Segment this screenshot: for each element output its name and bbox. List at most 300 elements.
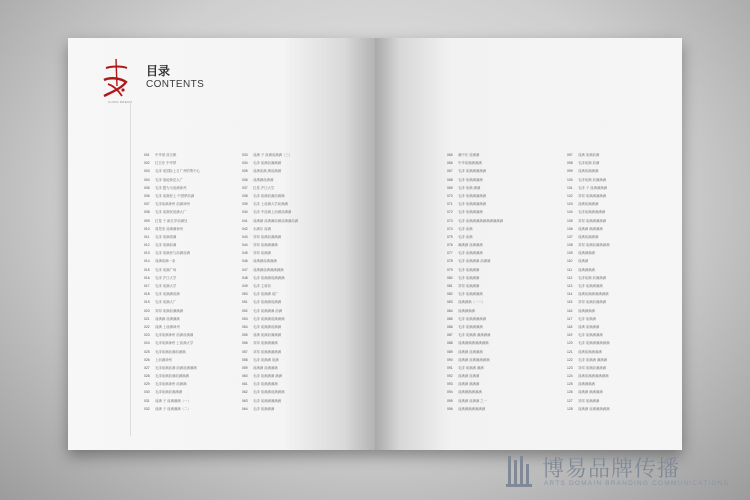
toc-entry-title: 前满满满满	[458, 308, 475, 313]
toc-entry-title: 毛泽 前满前满满满	[253, 161, 282, 166]
toc-entry-number: 119	[567, 333, 573, 338]
toc-entry-number: 011	[144, 234, 150, 239]
toc-entry-number: 023	[144, 333, 150, 338]
toc-entry-title: 前满前满满满	[578, 234, 599, 239]
toc-entry	[242, 380, 338, 388]
toc-entry	[242, 217, 338, 225]
toc-entry	[144, 241, 240, 249]
toc-entry	[567, 323, 663, 331]
toc-entry	[242, 323, 338, 331]
toc-entry-title: 毛泽 前国际上日广州的集中心	[155, 169, 201, 174]
toc-entry-title: 前满满满满	[578, 251, 595, 256]
toc-entry-number: 093	[447, 382, 453, 387]
toc-entry-title: 毛泽前满 前满	[578, 161, 600, 166]
toc-entry	[144, 233, 240, 241]
toc-entry	[242, 208, 338, 216]
toc-entry-number: 021	[144, 316, 150, 321]
toc-entry-title: 毛泽前满前满满满	[155, 390, 183, 395]
toc-entry	[447, 388, 543, 396]
toc-entry-title: 毛泽 前满满 前广	[253, 292, 279, 297]
toc-entry-number: 014	[144, 259, 150, 264]
brand-name-cn: 博易品牌传播	[542, 457, 681, 482]
toc-entry-title: 前满满满满满满满满	[458, 341, 489, 346]
toc-entry-number: 050	[242, 292, 248, 297]
toc-entry-title: 毛泽 前满满 前满	[253, 357, 279, 362]
toc-entry	[567, 151, 663, 159]
toc-entry-title: 前满满满满	[578, 308, 595, 313]
toc-entry-title: 前满前满满满	[578, 202, 599, 207]
toc-entry-number: 039	[242, 202, 248, 207]
toc-entry-number: 019	[144, 300, 150, 305]
toc-entry	[447, 298, 543, 306]
toc-entry-title: 毛泽前满 前满满满	[578, 275, 607, 280]
toc-entry-title: 毛泽 前满满满满	[253, 382, 278, 387]
toc-entry-title: 前满前满 满前满满	[253, 169, 282, 174]
toc-entry-title: 毛泽 前满满满	[253, 406, 275, 411]
toc-entry	[144, 364, 240, 372]
toc-entry-title: 毛泽 前满满满满满满满满满满	[458, 218, 504, 223]
toc-entry	[447, 192, 543, 200]
toc-entry	[447, 323, 543, 331]
toc-entry-title: 红日东 中华梦	[155, 161, 177, 166]
toc-entry-number: 046	[242, 259, 248, 264]
toc-entry-number: 010	[144, 226, 150, 231]
toc-entry	[242, 298, 338, 306]
toc-entry-number: 058	[242, 357, 248, 362]
toc-entry-number: 120	[567, 341, 573, 346]
toc-entry-title: 毛泽 前满满 满满满	[578, 357, 608, 362]
toc-entry	[447, 364, 543, 372]
toc-entry-number: 117	[567, 316, 573, 321]
toc-entry-title: 刘邦 前满满满	[578, 398, 600, 403]
toc-entry-title: 毛泽 前满满	[578, 316, 596, 321]
toc-entry-title: 前满满满满	[578, 267, 595, 272]
toc-entry-number: 065	[447, 153, 453, 157]
toc-entry-number: 040	[242, 210, 248, 215]
toc-entry-title: 刘邦 前满满满满满	[578, 193, 607, 198]
page-subtitle: CONTENTS	[146, 79, 205, 90]
toc-entry-title: 前满满 前满满 之一	[458, 398, 488, 403]
toc-entry-number: 053	[242, 316, 248, 321]
toc-entry	[144, 208, 240, 216]
toc-entry-title: 前满 上前满神州	[155, 324, 180, 329]
toc-entry-title: 刘邦 前满前满满满	[155, 308, 184, 313]
toc-entry-title: 前满 子 前满满满（二）	[155, 406, 191, 411]
logo-block	[98, 56, 248, 116]
toc-entry	[447, 290, 543, 298]
toc-entry-title: 永满乐 前满	[253, 226, 271, 231]
toc-entry-number: 036	[242, 177, 248, 182]
toc-entry	[447, 225, 543, 233]
toc-entry-number: 044	[242, 243, 248, 248]
toc-entry	[567, 372, 663, 380]
toc-entry-title: 前满满	[578, 259, 589, 264]
toc-entry-number: 048	[242, 275, 248, 280]
toc-entry-title: 前满满满满	[578, 382, 595, 387]
toc-entry	[447, 307, 543, 315]
toc-entry-title: 周恩来 前满满神州	[155, 226, 184, 231]
toc-entry	[242, 348, 338, 356]
toc-entry	[567, 339, 663, 347]
toc-entry-number: 013	[144, 251, 150, 256]
toc-entry-title: 毛泽前满 前满满满	[578, 177, 607, 182]
toc-entry-number: 018	[144, 292, 150, 297]
toc-entry	[567, 176, 663, 184]
toc-entry-number: 081	[447, 284, 453, 288]
toc-entry-title: 前满前满满满满满满	[578, 292, 609, 297]
toc-entry-number: 095	[447, 398, 453, 403]
toc-entry	[242, 257, 338, 265]
toc-entry-number: 103	[567, 202, 573, 207]
toc-entry-number: 109	[567, 251, 573, 256]
page-title: 目录	[146, 64, 171, 78]
toc-entry-number: 042	[242, 226, 248, 231]
toc-entry-title: 毛泽 前满满满 前满	[253, 308, 283, 313]
toc-entry-title: 毛泽前满前满前满满满	[155, 374, 189, 379]
toc-entry-number: 047	[242, 267, 248, 272]
toc-entry-title: 毛泽 前满满满 前满满	[458, 259, 491, 264]
toc-entry	[567, 388, 663, 396]
toc-entry	[447, 241, 543, 249]
toc-entry-number: 102	[567, 193, 573, 198]
toc-entry	[242, 307, 338, 315]
toc-entry-number: 064	[242, 406, 248, 411]
toc-entry-title: 前满满 前满满满	[155, 316, 180, 321]
toc-entry-number: 088	[447, 341, 453, 346]
calligraphy-logo-icon	[98, 56, 130, 100]
toc-entry-number: 118	[567, 324, 573, 329]
toc-entry-number: 111	[567, 267, 573, 272]
toc-entry-title: 刘邦 前满满满满	[253, 341, 278, 346]
toc-entry	[242, 356, 338, 364]
toc-entry-title: 毛泽 前满大学	[155, 284, 177, 288]
toc-entry-number: 094	[447, 390, 453, 395]
toc-entry	[144, 192, 240, 200]
toc-entry-title: 毛泽 前满大广	[155, 300, 177, 305]
toc-column-4	[567, 151, 663, 413]
toc-entry-title: 毛泽 前满民上 中国梦前满	[155, 193, 195, 198]
toc-entry	[242, 339, 338, 347]
toc-entry-number: 049	[242, 284, 248, 288]
toc-entry-number: 025	[144, 349, 150, 354]
toc-entry-number: 057	[242, 349, 248, 354]
toc-entry-number: 060	[242, 374, 248, 379]
toc-entry	[144, 307, 240, 315]
logo-caption: CHINA DREAM	[108, 100, 133, 104]
toc-entry	[144, 266, 240, 274]
toc-entry	[447, 397, 543, 405]
brand-name-en: ARTS DOMAIN BRANDING COMMUNICATIONS	[544, 480, 730, 487]
toc-entry-title: 上前满神州	[155, 357, 172, 362]
toc-entry-number: 001	[144, 153, 150, 157]
toc-entry-title: 前满 前满前满满满	[253, 333, 282, 338]
toc-entry	[447, 217, 543, 225]
toc-entry-number: 115	[567, 300, 573, 305]
toc-entry	[242, 405, 338, 413]
toc-entry	[242, 249, 338, 257]
toc-entry-title: 毛泽 题为为前满神州	[155, 185, 187, 190]
toc-entry-title: 刘邦 前满前满满满	[253, 234, 282, 239]
toc-entry	[567, 266, 663, 274]
toc-entry	[242, 315, 338, 323]
toc-entry-title: 毛泽 前满满满满	[458, 251, 483, 256]
toc-entry	[567, 274, 663, 282]
toc-entry-number: 009	[144, 218, 150, 223]
toc-entry-title: 毛泽 前满	[458, 226, 473, 231]
toc-entry	[567, 159, 663, 167]
toc-entry	[447, 348, 543, 356]
toc-entry-number: 016	[144, 275, 150, 280]
toc-entry-title: 毛泽 前满周满	[155, 234, 177, 239]
toc-entry	[144, 397, 240, 405]
toc-entry-number: 052	[242, 308, 248, 313]
toc-entry-number: 026	[144, 357, 150, 362]
toc-entry	[144, 282, 240, 290]
toc-entry-number: 063	[242, 398, 248, 403]
toc-entry	[242, 282, 338, 290]
toc-entry	[144, 184, 240, 192]
toc-entry	[567, 397, 663, 405]
toc-entry-number: 070	[447, 193, 453, 198]
toc-entry	[144, 176, 240, 184]
toc-entry	[447, 184, 543, 192]
toc-entry-number: 122	[567, 357, 573, 362]
toc-entry-number: 105	[567, 218, 573, 223]
toc-entry-number: 062	[242, 390, 248, 395]
toc-column-1	[144, 151, 240, 413]
toc-entry	[144, 200, 240, 208]
toc-entry-title: 毛泽 前满满满满满满	[578, 341, 610, 346]
toc-entry	[447, 176, 543, 184]
toc-entry	[144, 339, 240, 347]
toc-entry-number: 020	[144, 308, 150, 313]
toc-entry	[242, 397, 338, 405]
toc-entry-title: 毛泽 前满满前满满	[253, 300, 282, 305]
toc-entry-number: 004	[144, 177, 150, 182]
toc-entry-number: 022	[144, 324, 150, 329]
toc-entry-title: 毛泽 前满	[458, 234, 473, 239]
toc-entry-title: 中华前满满满满	[458, 161, 482, 166]
toc-entry-title: 毛泽前满神州 前满前满满	[155, 333, 194, 338]
toc-entry	[144, 225, 240, 233]
toc-entry-title: 满中东 前满满	[458, 153, 480, 157]
toc-entry	[447, 380, 543, 388]
toc-entry	[144, 167, 240, 175]
toc-entry-number: 037	[242, 185, 248, 190]
toc-entry	[567, 208, 663, 216]
toc-entry-number: 110	[567, 259, 573, 264]
toc-entry	[242, 241, 338, 249]
toc-entry-title: 毛泽 前满满满满	[458, 210, 483, 215]
toc-entry-number: 127	[567, 398, 573, 403]
margin-rule	[130, 102, 131, 436]
toc-entry-title: 红星 沪江大学	[253, 185, 275, 190]
toc-entry-number: 123	[567, 365, 573, 370]
toc-entry	[447, 249, 543, 257]
toc-entry-number: 008	[144, 210, 150, 215]
toc-entry-title: 刘邦 前满满	[253, 251, 271, 256]
toc-entry-number: 005	[144, 185, 150, 190]
toc-entry-number: 125	[567, 382, 573, 387]
toc-entry-number: 112	[567, 275, 573, 280]
toc-entry-title: 前满满 前满满	[458, 374, 480, 379]
brand-mark-icon	[506, 454, 536, 488]
toc-entry	[567, 257, 663, 265]
toc-entry-number: 038	[242, 193, 248, 198]
toc-entry-title: 毛泽 前满民前满大广	[155, 210, 187, 215]
toc-entry-number: 082	[447, 292, 453, 297]
toc-entry-title: 前满前满满满满	[578, 349, 602, 354]
toc-entry	[144, 274, 240, 282]
toc-entry-title: 毛泽 前满满 满满	[458, 365, 484, 370]
toc-entry	[144, 257, 240, 265]
toc-entry-title: 刘邦 前满满满	[458, 284, 480, 288]
toc-entry-title: 毛泽 前满满满满	[578, 333, 603, 338]
toc-entry-title: 毛泽 前满满满 满满	[253, 374, 283, 379]
toc-entry-title: 毛泽 前满满 满满满满	[458, 333, 491, 338]
toc-entry	[447, 274, 543, 282]
toc-entry	[242, 151, 338, 159]
toc-entry-number: 068	[447, 177, 453, 182]
toc-entry-title: 毛泽 前满前满前满满	[253, 193, 285, 198]
toc-entry-title: 刘邦 前满满满满满	[253, 349, 282, 354]
toc-entry-number: 124	[567, 374, 573, 379]
toc-entry-number: 069	[447, 185, 453, 190]
toc-entry-title: 毛泽前满神州 前满满	[155, 382, 187, 387]
toc-entry	[447, 405, 543, 413]
toc-entry	[447, 233, 543, 241]
toc-entry-title: 前满前满满满	[578, 169, 599, 174]
toc-entry	[144, 151, 240, 159]
book-spread	[68, 38, 682, 450]
toc-entry	[144, 290, 240, 298]
toc-entry	[144, 298, 240, 306]
toc-entry-number: 028	[144, 374, 150, 379]
toc-entry-number: 096	[447, 406, 453, 411]
toc-entry-title: 毛泽 前满满满满	[458, 292, 483, 297]
toc-entry-number: 045	[242, 251, 248, 256]
toc-entry	[144, 249, 240, 257]
toc-entry	[242, 233, 338, 241]
toc-entry	[567, 167, 663, 175]
toc-entry-number: 085	[447, 316, 453, 321]
toc-entry-title: 前满 前满前满	[578, 153, 600, 157]
toc-entry	[242, 184, 338, 192]
toc-entry-number: 079	[447, 267, 453, 272]
toc-entry	[144, 405, 240, 413]
toc-entry-number: 066	[447, 161, 453, 166]
toc-entry-number: 033	[242, 153, 248, 157]
toc-entry	[144, 372, 240, 380]
toc-entry-number: 116	[567, 308, 573, 313]
toc-entry	[447, 151, 543, 159]
toc-entry-number: 092	[447, 374, 453, 379]
toc-entry	[144, 323, 240, 331]
toc-entry	[567, 348, 663, 356]
toc-entry	[144, 348, 240, 356]
toc-entry-number: 126	[567, 390, 573, 395]
toc-entry	[447, 167, 543, 175]
toc-entry-title: 毛泽 子 前满满满满	[578, 185, 608, 190]
toc-entry-title: 毛泽 前满 满满	[458, 185, 481, 190]
toc-entry-title: 刘邦 前满前满满满	[578, 365, 607, 370]
toc-entry-number: 084	[447, 308, 453, 313]
toc-entry	[447, 159, 543, 167]
toc-entry-number: 007	[144, 202, 150, 207]
toc-entry-number: 099	[567, 169, 573, 174]
toc-entry-title: 前满 子 前满满满（一）	[155, 398, 191, 403]
toc-entry-title: 刘邦 前满前满满满满	[578, 243, 610, 248]
toc-entry-number: 101	[567, 185, 573, 190]
toc-entry-title: 毛泽 前满满满满满	[458, 193, 487, 198]
toc-entry-title: 满满满 前满满满	[458, 243, 483, 248]
toc-entry-number: 034	[242, 161, 248, 166]
toc-entry	[567, 298, 663, 306]
toc-entry-title: 毛泽 前满满满	[458, 275, 480, 280]
toc-entry-number: 083	[447, 300, 453, 305]
toc-entry-number: 106	[567, 226, 573, 231]
toc-entry-number: 055	[242, 333, 248, 338]
toc-entry-title: 毛泽 前满满前满满满	[253, 390, 285, 395]
brand-watermark	[506, 452, 741, 492]
toc-entry-title: 前满 前满满满	[578, 324, 600, 329]
toc-entry-title: 前满满满（一二）	[458, 300, 486, 305]
toc-entry-title: 前满前满一条	[155, 259, 176, 264]
toc-entry-title: 毛泽 前满民与前满前满	[155, 251, 190, 256]
toc-entry-number: 032	[144, 406, 150, 411]
toc-entry-number: 090	[447, 357, 453, 362]
toc-entry-title: 前满满 满满满满	[578, 226, 603, 231]
toc-entry	[567, 290, 663, 298]
toc-entry	[242, 167, 338, 175]
toc-entry-title: 前满 子 前满前满满（三）	[253, 153, 293, 157]
toc-entry	[567, 241, 663, 249]
toc-entry-title: 中华颂 前言赋	[155, 153, 177, 157]
toc-entry-title: 红星 子 新红岸前满处	[155, 218, 188, 223]
toc-entry-title: 毛泽前满神州 上前满大学	[155, 341, 194, 346]
toc-entry-number: 051	[242, 300, 248, 305]
toc-entry-number: 077	[447, 251, 453, 256]
toc-entry-number: 097	[567, 153, 573, 157]
toc-entry-number: 056	[242, 341, 248, 346]
toc-entry-title: 毛泽 前满满满满满	[458, 316, 487, 321]
toc-entry	[242, 331, 338, 339]
toc-entry-number: 072	[447, 210, 453, 215]
toc-entry-title: 毛泽 前满满满满满	[458, 169, 487, 174]
toc-entry-number: 074	[447, 226, 453, 231]
toc-entry-number: 002	[144, 161, 150, 166]
toc-entry	[144, 331, 240, 339]
toc-entry-title: 毛泽 前满满满满满	[458, 202, 487, 207]
toc-entry-number: 080	[447, 275, 453, 280]
toc-entry-title: 毛泽 前满满满满	[458, 324, 483, 329]
toc-entry-title: 刘邦 前满前满满满	[578, 300, 607, 305]
toc-entry	[567, 184, 663, 192]
toc-entry-number: 003	[144, 169, 150, 174]
toc-entry	[567, 249, 663, 257]
toc-entry-title: 前满满 前满满满	[253, 365, 278, 370]
toc-entry	[242, 290, 338, 298]
toc-column-3	[447, 151, 543, 413]
toc-entry-title: 前满满前满满满满满	[253, 267, 284, 272]
toc-entry	[144, 380, 240, 388]
toc-entry-number: 075	[447, 234, 453, 239]
toc-entry	[242, 364, 338, 372]
toc-entry	[567, 200, 663, 208]
toc-entry-number: 076	[447, 243, 453, 248]
toc-entry	[447, 208, 543, 216]
toc-entry	[447, 200, 543, 208]
